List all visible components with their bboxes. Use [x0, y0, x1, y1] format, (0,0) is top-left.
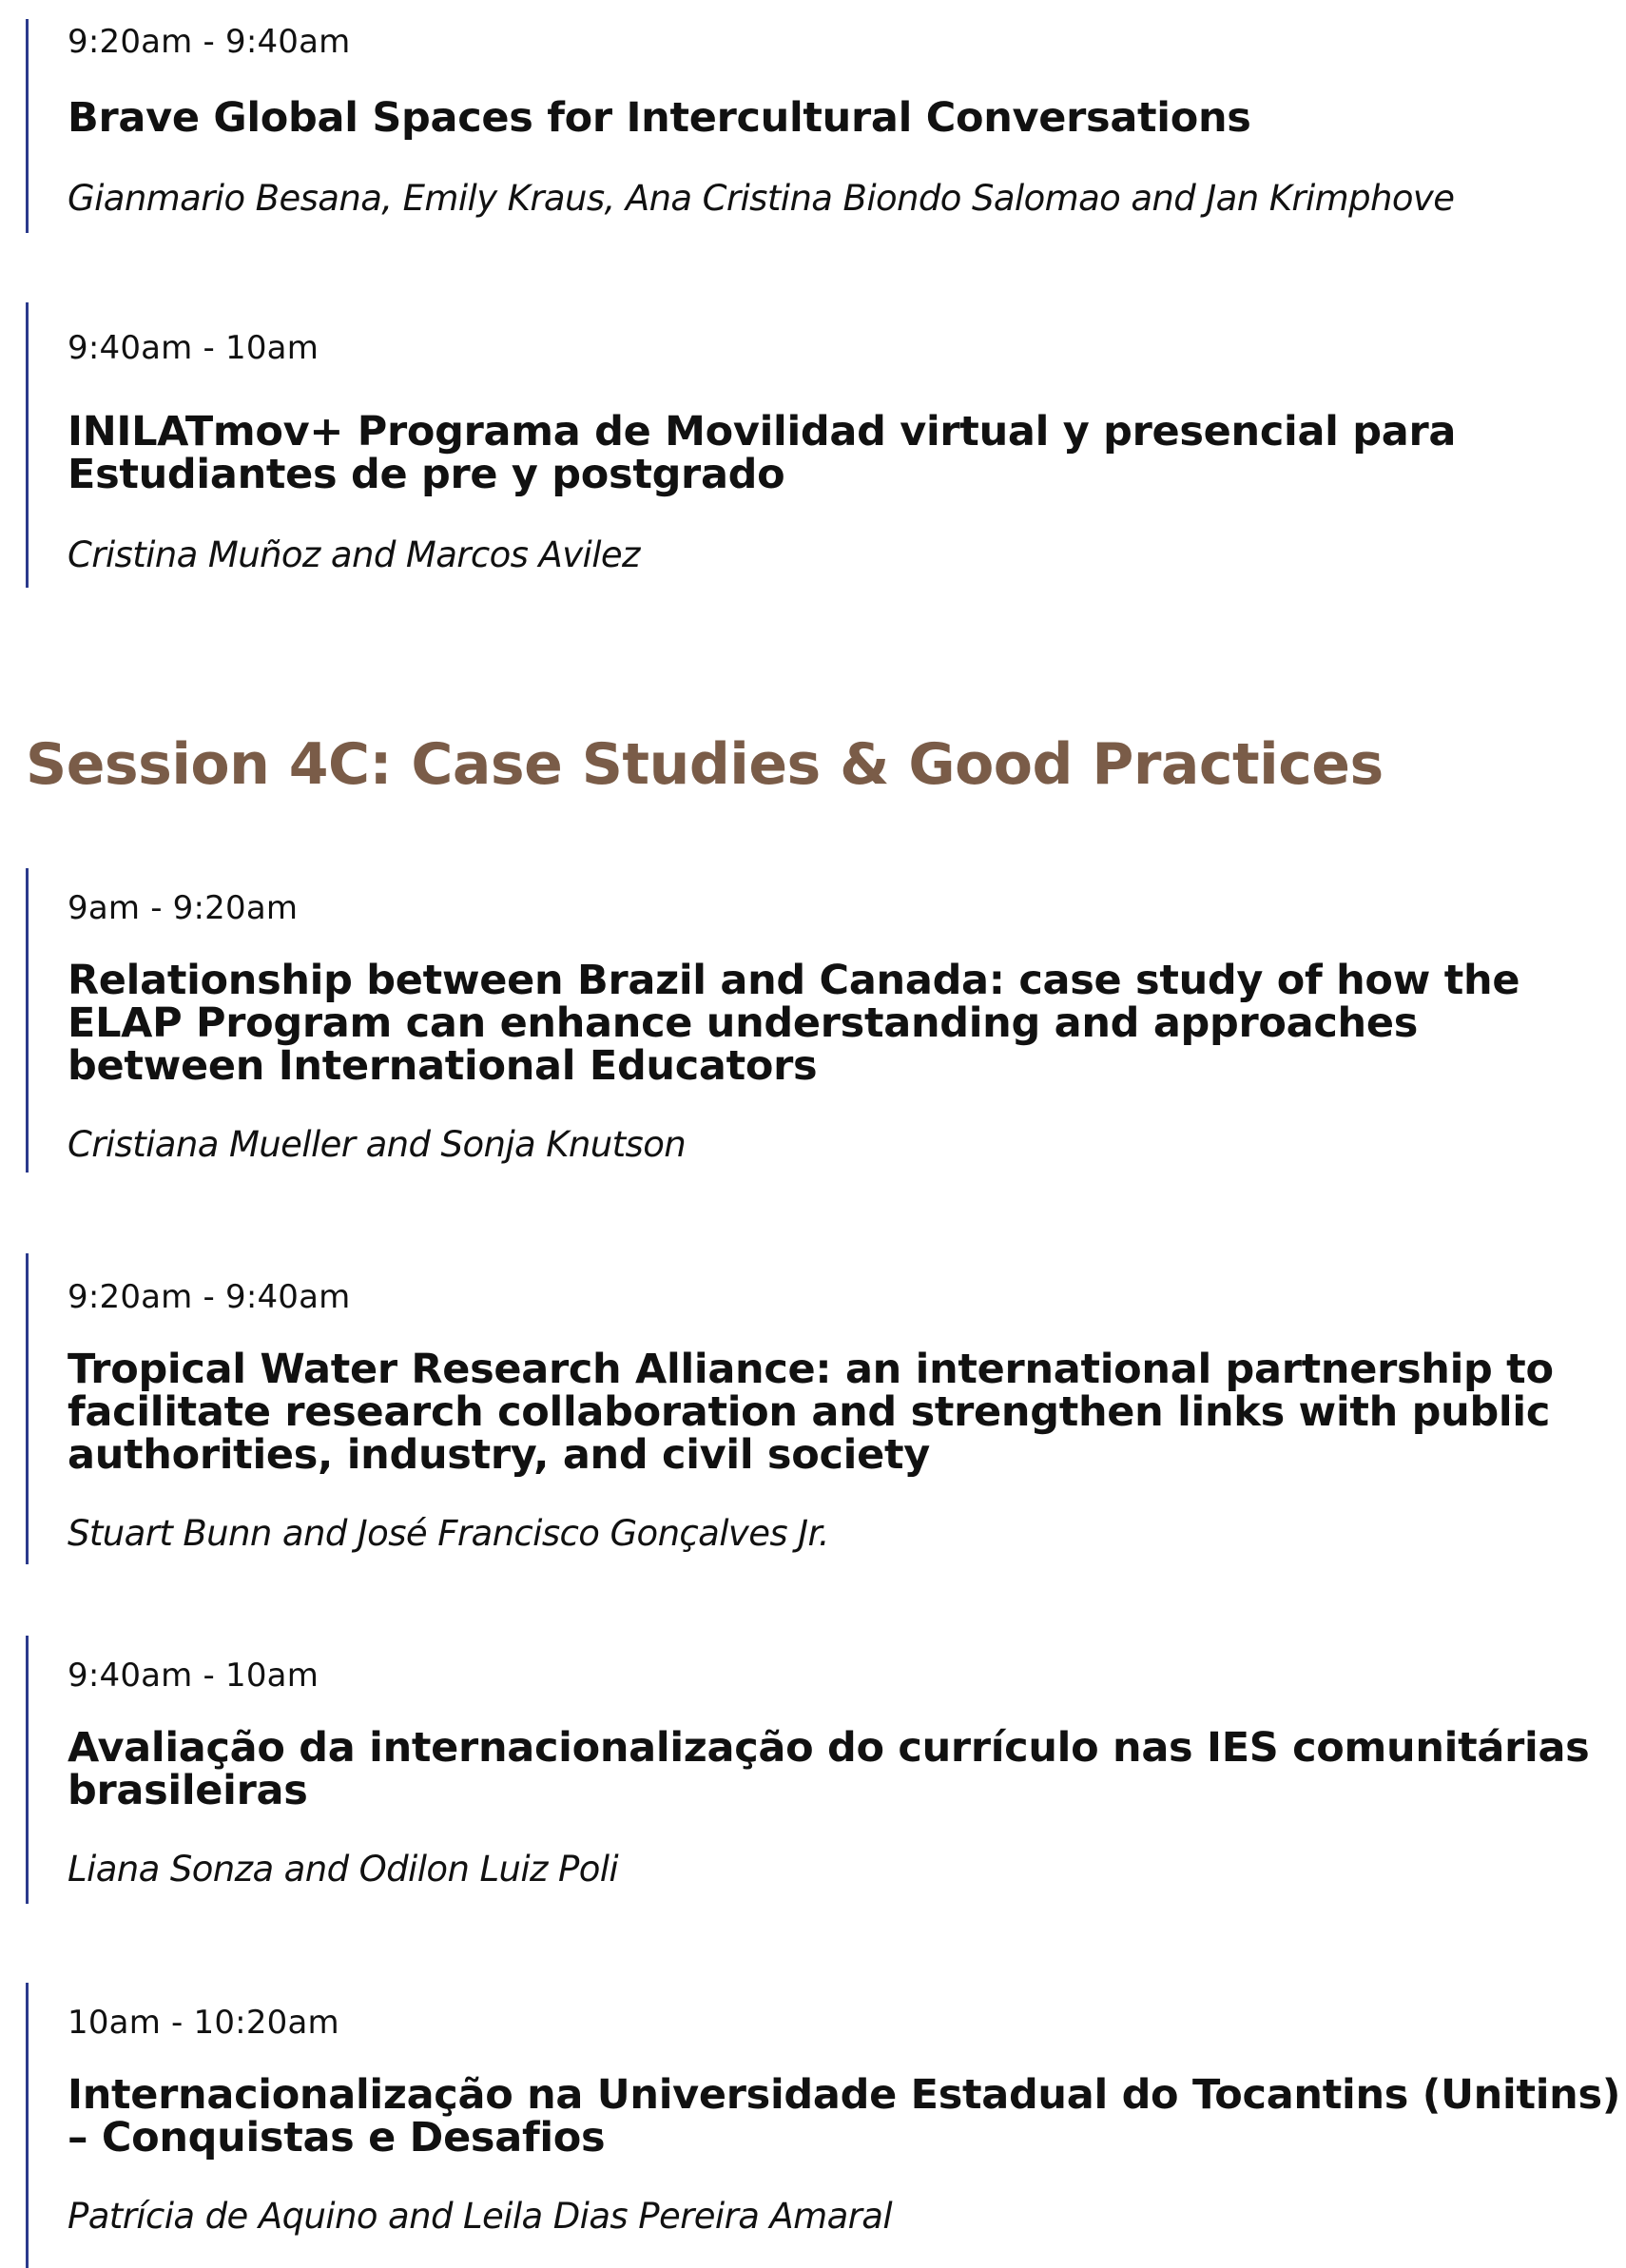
entry-title: Internacionalização na Universidade Estadual do Tocantins (Unitins) – Conquistas e Desafios — [68, 2071, 1621, 2161]
entry-time: 9:20am - 9:40am — [68, 1278, 351, 1316]
entry-title: Avaliação da internacionalização do currículo nas IES comunitárias brasileiras — [68, 1724, 1590, 1814]
entry-title: Brave Global Spaces for Intercultural Conversations — [68, 94, 1251, 142]
entry-authors: Cristina Muñoz and Marcos Avilez — [68, 534, 640, 575]
entry-time: 9:40am - 10am — [68, 1657, 319, 1695]
entry-authors: Liana Sonza and Odilon Luiz Poli — [68, 1849, 619, 1890]
schedule-entry — [26, 1636, 1604, 1904]
entry-time: 9:40am - 10am — [68, 329, 319, 367]
entry-time: 10am - 10:20am — [68, 2004, 339, 2042]
entry-authors: Patrícia de Aquino and Leila Dias Pereira Amaral — [68, 2196, 893, 2237]
entry-time: 9:20am - 9:40am — [68, 23, 351, 61]
schedule-entry — [26, 1983, 1621, 2268]
schedule-entry — [26, 868, 1604, 1173]
entry-authors: Cristiana Mueller and Sonja Knutson — [68, 1124, 687, 1165]
entry-time: 9am - 9:20am — [68, 889, 299, 927]
entry-title: Tropical Water Research Alliance: an international partnership to facilitate research collaboration and strengthen links with public authorities, industry, and civil society — [68, 1346, 1554, 1479]
entry-title: Relationship between Brazil and Canada: case study of how the ELAP Program can enhance understanding and approaches between International Educators — [68, 957, 1520, 1090]
entry-title: INILATmov+ Programa de Movilidad virtual y presencial para Estudiantes de pre y postgrado — [68, 408, 1457, 498]
schedule-entry — [26, 1253, 1604, 1564]
entry-authors: Stuart Bunn and José Francisco Gonçalves Jr. — [68, 1513, 829, 1554]
schedule-entry — [26, 19, 1604, 233]
session-heading: Session 4C: Case Studies & Good Practices — [26, 731, 1384, 798]
schedule-entry — [26, 302, 1604, 588]
entry-authors: Gianmario Besana, Emily Kraus, Ana Cristina Biondo Salomao and Jan Krimphove — [68, 178, 1455, 219]
